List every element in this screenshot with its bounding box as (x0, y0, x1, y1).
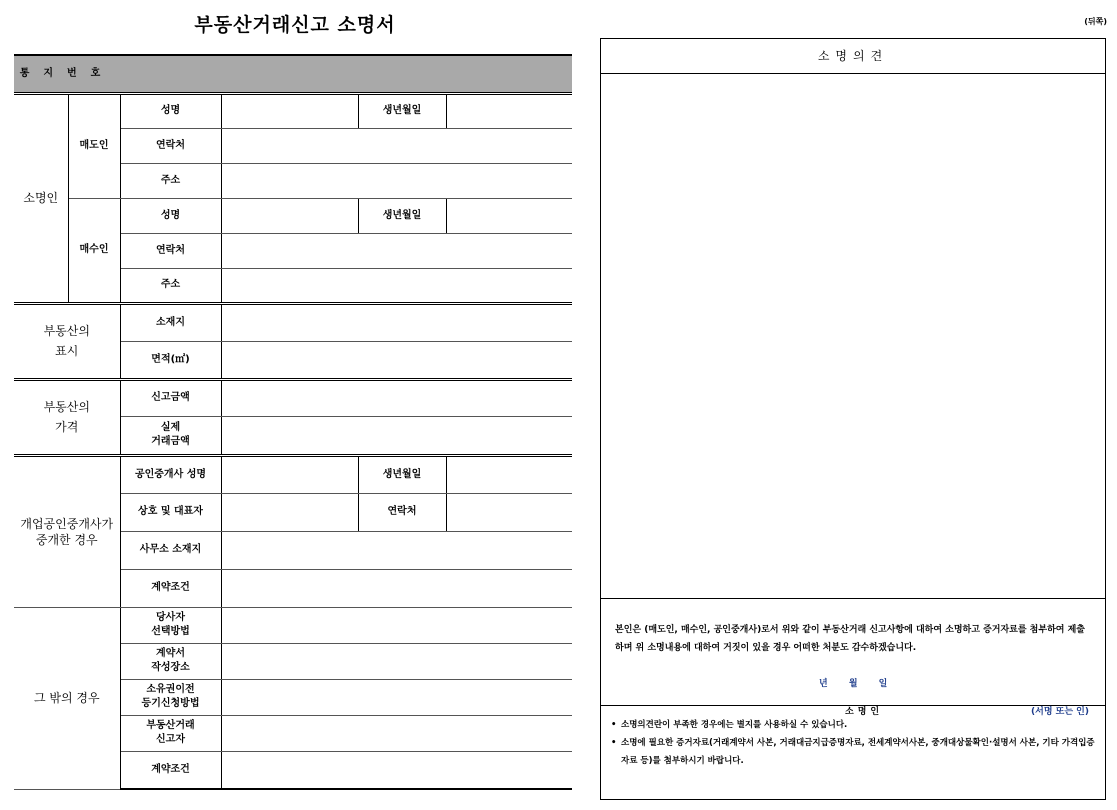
property-area-field[interactable] (221, 341, 572, 379)
seller-address-field[interactable] (221, 163, 572, 198)
broker-office-label: 사무소 소재지 (120, 531, 221, 569)
reporter-field[interactable] (221, 715, 572, 751)
seller-name-row (14, 93, 572, 128)
signature-hint: (서명 또는 인) (1031, 707, 1089, 717)
property-location-row (14, 303, 572, 341)
seller-name-label: 성명 (120, 93, 221, 128)
note-text: 소명에 필요한 증거자료(거래계약서 사본, 거래대금지급증명자료, 전세계약서사본, 중개대상물확인·설명서 사본, 기타 가격입증자료 등)를 첨부하시기 바랍니다. (621, 738, 1095, 766)
declaration-date: 년 월 일 (819, 679, 888, 689)
broker-case-label: 개업공인중개사가 중개한 경우 (14, 455, 120, 607)
notice-number-label: 통지번호 (14, 55, 120, 93)
buyer-address-label: 주소 (120, 268, 221, 303)
property-display-label: 부동산의 표시 (14, 303, 120, 379)
buyer-name-field[interactable] (221, 198, 358, 233)
broker-firm-field[interactable] (221, 493, 358, 531)
property-location-field[interactable] (221, 303, 572, 341)
broker-name-label: 공인중개사 성명 (120, 455, 221, 493)
back-side-mark: (뒤쪽) (1084, 17, 1107, 26)
declarant-label: 소명인 (845, 707, 884, 717)
ownership-transfer-label: 소유권이전 등기신청방법 (120, 679, 221, 715)
seller-contact-field[interactable] (221, 128, 572, 163)
declaration-section (601, 599, 1105, 717)
buyer-contact-label: 연락처 (120, 233, 221, 268)
reported-price-field[interactable] (221, 379, 572, 416)
opinion-field[interactable] (601, 74, 1105, 599)
contract-place-field[interactable] (221, 643, 572, 679)
buyer-name-label: 성명 (120, 198, 221, 233)
property-area-label: 면적(㎡) (120, 341, 221, 379)
report-form-table (14, 54, 572, 790)
declaration-text: 본인은 (매도인, 매수인, 공인중개사)로서 위와 같이 부동산거래 신고사항에 대하여 소명하고 증거자료를 첨부하여 제출하며 위 소명내용에 대하여 거짓이 있을 경우 어떠한 처분도 감수하겠습니다. (615, 625, 1085, 653)
bullet-icon: • (611, 720, 617, 730)
broker-office-field[interactable] (221, 531, 572, 569)
notice-number-row (14, 55, 572, 93)
other-contract-label: 계약조건 (120, 751, 221, 789)
party-selection-row (14, 607, 572, 643)
seller-contact-label: 연락처 (120, 128, 221, 163)
broker-name-field[interactable] (221, 455, 358, 493)
broker-birth-field[interactable] (446, 455, 572, 493)
contract-place-label: 계약서 작성장소 (120, 643, 221, 679)
buyer-address-field[interactable] (221, 268, 572, 303)
seller-birth-label: 생년월일 (358, 93, 446, 128)
seller-label: 매도인 (68, 93, 120, 198)
broker-contract-label: 계약조건 (120, 569, 221, 607)
reporter-label: 부동산거래 신고자 (120, 715, 221, 751)
note-item (611, 734, 1095, 770)
party-selection-field[interactable] (221, 607, 572, 643)
actual-price-label: 실제 거래금액 (120, 416, 221, 455)
party-selection-label: 당사자 선택방법 (120, 607, 221, 643)
buyer-contact-field[interactable] (221, 233, 572, 268)
buyer-name-row (14, 198, 572, 233)
reported-price-label: 신고금액 (120, 379, 221, 416)
broker-name-row (14, 455, 572, 493)
broker-contact-field[interactable] (446, 493, 572, 531)
buyer-birth-field[interactable] (446, 198, 572, 233)
ownership-transfer-field[interactable] (221, 679, 572, 715)
declarant-group-label: 소명인 (14, 93, 68, 303)
broker-contract-field[interactable] (221, 569, 572, 607)
notice-number-value (120, 55, 572, 93)
seller-birth-field[interactable] (446, 93, 572, 128)
document-title: 부동산거래신고 소명서 (194, 14, 396, 36)
buyer-birth-label: 생년월일 (358, 198, 446, 233)
seller-name-field[interactable] (221, 93, 358, 128)
opinion-panel (600, 38, 1106, 800)
bullet-icon: • (611, 738, 617, 748)
other-case-label: 그 밖의 경우 (14, 607, 120, 789)
broker-firm-label: 상호 및 대표자 (120, 493, 221, 531)
seller-address-label: 주소 (120, 163, 221, 198)
other-contract-field[interactable] (221, 751, 572, 789)
actual-price-field[interactable] (221, 416, 572, 455)
property-price-label: 부동산의 가격 (14, 379, 120, 455)
broker-birth-label: 생년월일 (358, 455, 446, 493)
broker-contact-label: 연락처 (358, 493, 446, 531)
reported-price-row (14, 379, 572, 416)
note-text: 소명의견란이 부족한 경우에는 별지를 사용하실 수 있습니다. (621, 720, 848, 730)
buyer-label: 매수인 (68, 198, 120, 303)
opinion-header: 소명의견 (601, 39, 1105, 74)
property-location-label: 소재지 (120, 303, 221, 341)
